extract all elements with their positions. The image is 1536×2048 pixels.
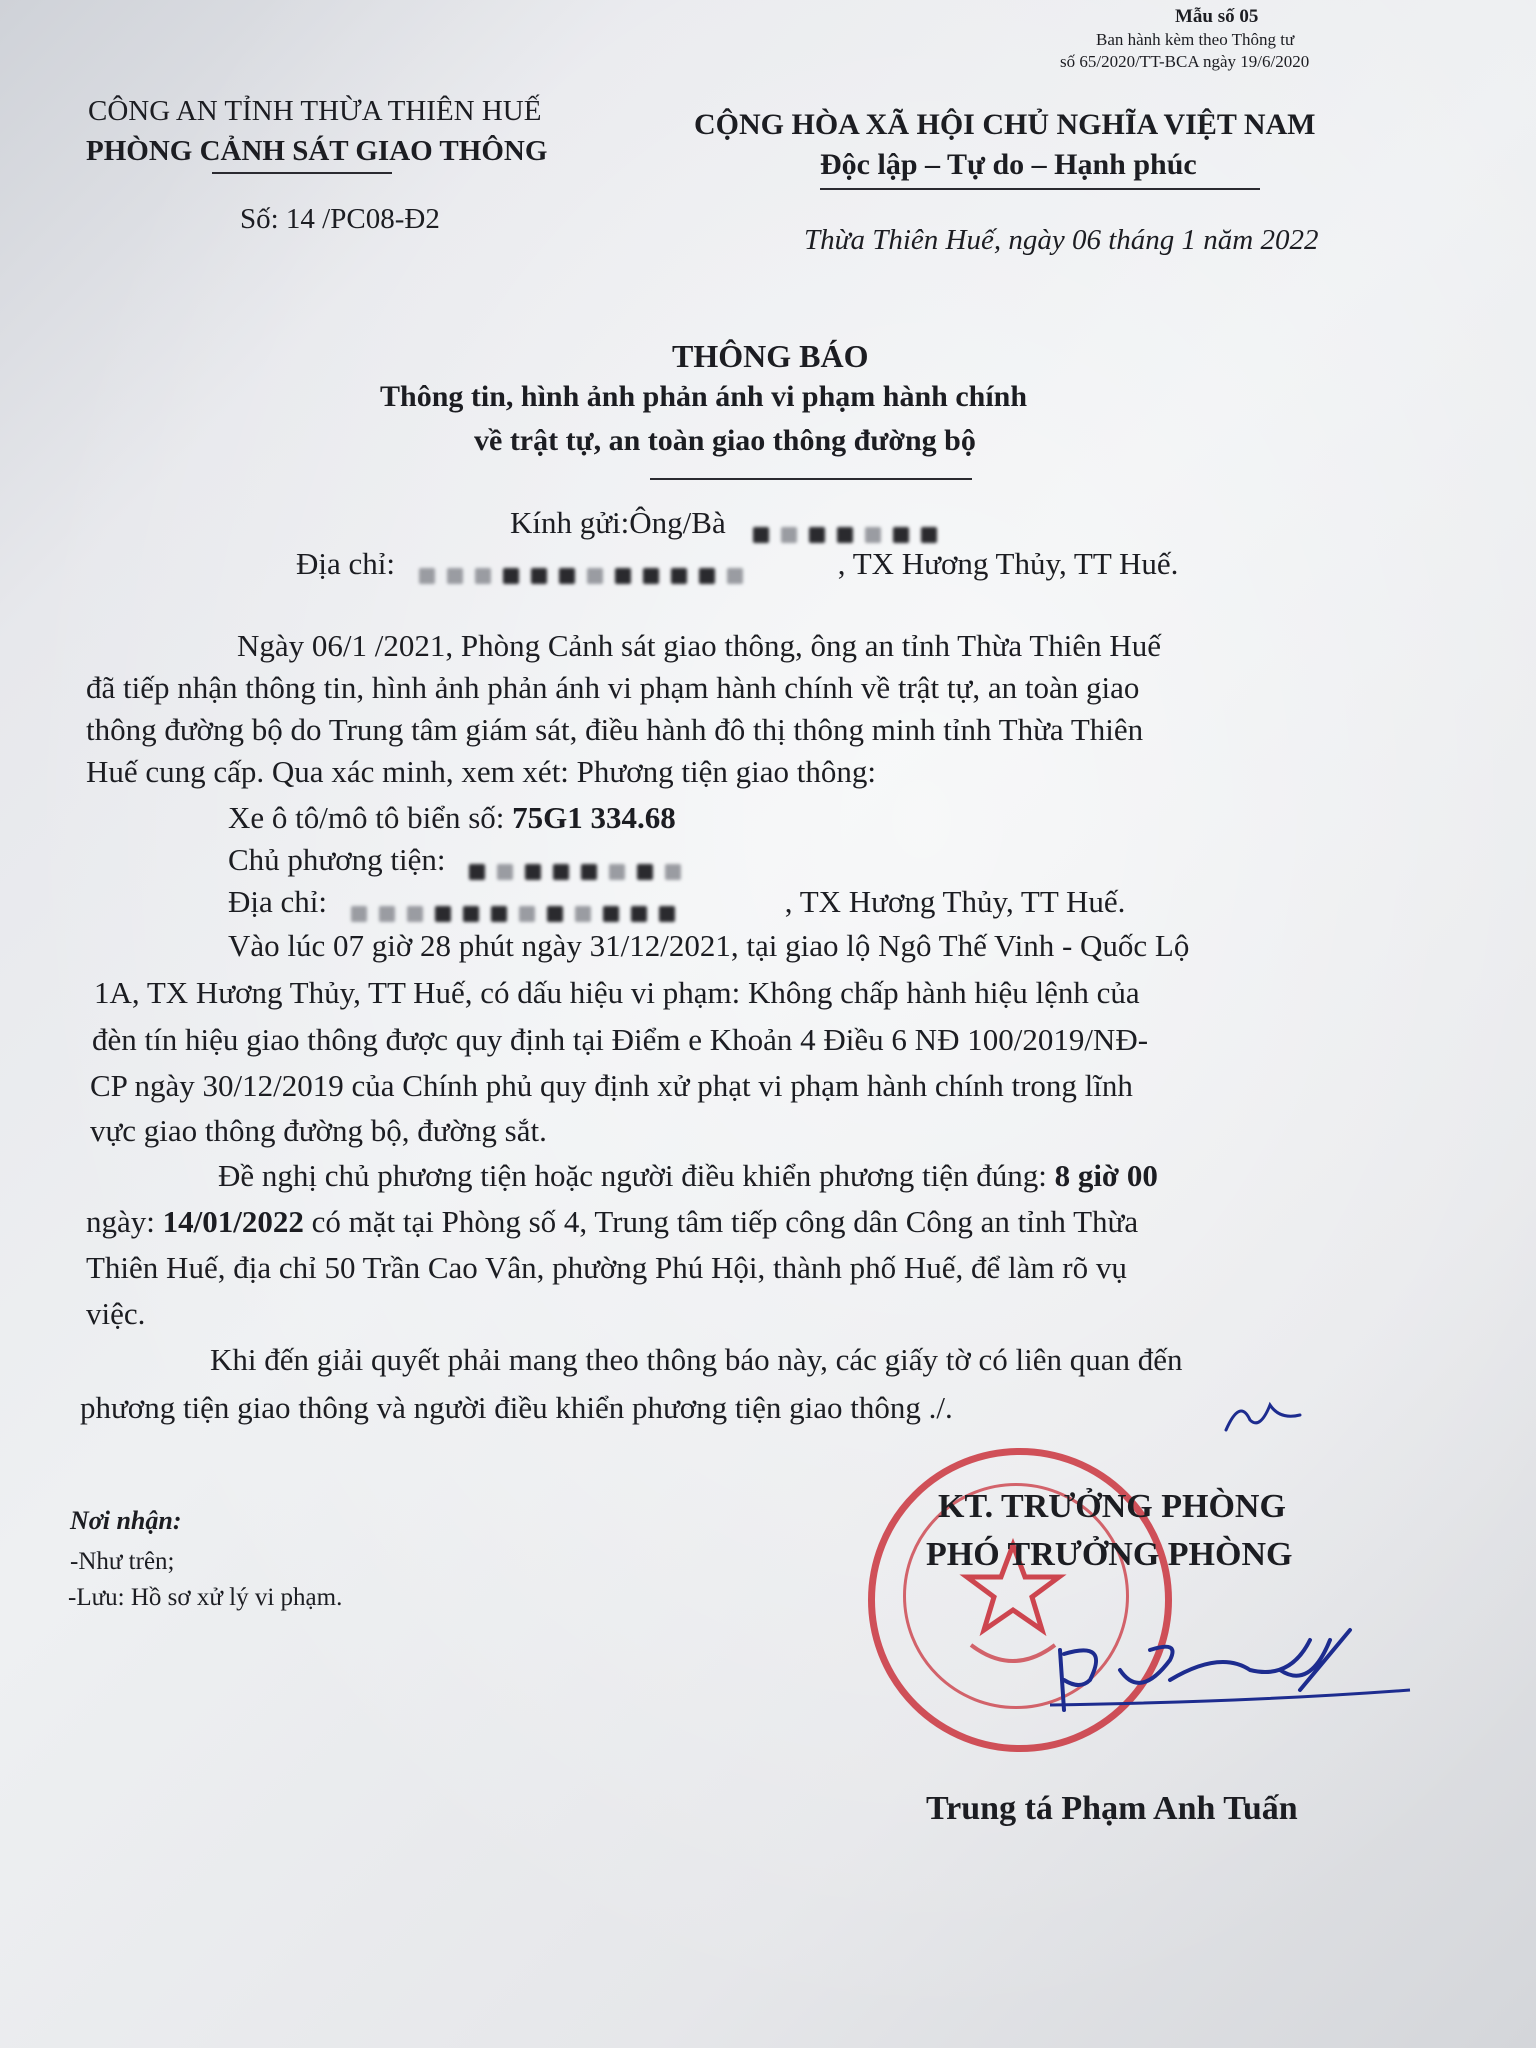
redacted-owner-address [345, 894, 785, 916]
recipient-address-tail: , TX Hương Thủy, TT Huế. [837, 546, 1179, 581]
para3-line-3: Thiên Huế, địa chỉ 50 Trần Cao Vân, phường Phú Hội, thành phố Huế, để làm rõ vụ [86, 1250, 1127, 1285]
para1-line-4: Huế cung cấp. Qua xác minh, xem xét: Phương tiện giao thông: [86, 754, 876, 789]
signer-role-1: KT. TRƯỞNG PHÒNG [938, 1488, 1286, 1525]
document-title: THÔNG BÁO [672, 338, 869, 374]
appointment-time: 8 giờ 00 [1054, 1158, 1158, 1193]
owner-address-line [228, 884, 1125, 920]
para2-line-2: 1A, TX Hương Thủy, TT Huế, có dấu hiệu vi phạm: Không chấp hành hiệu lệnh của [94, 975, 1140, 1010]
agency-name: PHÒNG CẢNH SÁT GIAO THÔNG [86, 135, 548, 167]
owner-label: Chủ phương tiện: [228, 842, 446, 877]
signer-name: Trung tá Phạm Anh Tuấn [926, 1790, 1298, 1827]
form-number: Mẫu số 05 [1175, 6, 1259, 27]
document-number: Số: 14 /PC08-Đ2 [240, 203, 440, 235]
document-subtitle-2: về trật tự, an toàn giao thông đường bộ [474, 424, 976, 457]
plate-line [228, 800, 676, 836]
recipient-line [510, 505, 987, 541]
form-reference-line-1: Ban hành kèm theo Thông tư [1096, 30, 1295, 49]
para1-line-2: đã tiếp nhận thông tin, hình ảnh phản ánh vi phạm hành chính về trật tự, an toàn giao [86, 670, 1140, 705]
para3-line-1 [218, 1158, 1158, 1194]
para2-line-4: CP ngày 30/12/2019 của Chính phủ quy định xử phạt vi phạm hành chính trong lĩnh [90, 1068, 1133, 1103]
title-underline [650, 478, 972, 480]
plate-label: Xe ô tô/mô tô biển số: [228, 800, 513, 835]
para3-line-2-prefix: ngày: [86, 1204, 163, 1239]
para1-line-1: Ngày 06/1 /2021, Phòng Cảnh sát giao thông, ông an tỉnh Thừa Thiên Huế [237, 628, 1162, 663]
document-subtitle-1: Thông tin, hình ảnh phản ánh vi phạm hành chính [380, 380, 1028, 413]
owner-address-label: Địa chỉ: [228, 884, 327, 919]
recipient-address-label: Địa chỉ: [296, 546, 395, 581]
owner-line [228, 842, 753, 878]
nation-title: CỘNG HÒA XÃ HỘI CHỦ NGHĨA VIỆT NAM [694, 108, 1316, 141]
signer-role-2: PHÓ TRƯỞNG PHÒNG [926, 1536, 1293, 1573]
para2-line-1: Vào lúc 07 giờ 28 phút ngày 31/12/2021, tại giao lộ Ngô Thế Vinh - Quốc Lộ [228, 928, 1190, 963]
national-motto: Độc lập – Tự do – Hạnh phúc [820, 148, 1197, 181]
recipients-item-1: -Như trên; [70, 1548, 175, 1575]
para3-line-2 [86, 1204, 1138, 1240]
agency-parent: CÔNG AN TỈNH THỪA THIÊN HUẾ [88, 95, 542, 127]
para2-line-5: vực giao thông đường bộ, đường sắt. [90, 1113, 547, 1148]
para2-line-3: đèn tín hiệu giao thông được quy định tại Điểm e Khoản 4 Điều 6 NĐ 100/2019/NĐ- [92, 1022, 1149, 1057]
para1-line-3: thông đường bộ do Trung tâm giám sát, điều hành đô thị thông minh tỉnh Thừa Thiên [86, 712, 1144, 747]
plate-number: 75G1 334.68 [512, 800, 676, 835]
recipients-item-2: -Lưu: Hồ sơ xử lý vi phạm. [68, 1584, 343, 1611]
recipient-address-line [296, 546, 1178, 582]
para3-line-1-text: Đề nghị chủ phương tiện hoặc người điều khiển phương tiện đúng: [218, 1158, 1055, 1193]
owner-address-tail: , TX Hương Thủy, TT Huế. [784, 884, 1126, 919]
redacted-owner-name [463, 852, 753, 874]
para4-line-2: phương tiện giao thông và người điều khiển phương tiện giao thông ./. [80, 1390, 953, 1425]
para3-line-2-text: có mặt tại Phòng số 4, Trung tâm tiếp công dân Công an tỉnh Thừa [303, 1204, 1139, 1239]
form-reference-line-2: số 65/2020/TT-BCA ngày 19/6/2020 [1060, 52, 1310, 71]
redacted-recipient-name [747, 515, 987, 537]
redacted-recipient-address [413, 556, 838, 578]
appointment-date: 14/01/2022 [162, 1204, 304, 1239]
para4-line-1: Khi đến giải quyết phải mang theo thông báo này, các giấy tờ có liên quan đến [210, 1342, 1183, 1377]
para3-line-4: việc. [86, 1296, 146, 1331]
initial-mark [1220, 1390, 1310, 1440]
recipients-title: Nơi nhận: [70, 1506, 182, 1535]
motto-underline [820, 188, 1260, 190]
place-and-date: Thừa Thiên Huế, ngày 06 tháng 1 năm 2022 [804, 224, 1319, 256]
recipient-label: Kính gửi:Ông/Bà [510, 505, 726, 540]
handwritten-signature [1050, 1620, 1470, 1730]
agency-underline [212, 172, 392, 174]
